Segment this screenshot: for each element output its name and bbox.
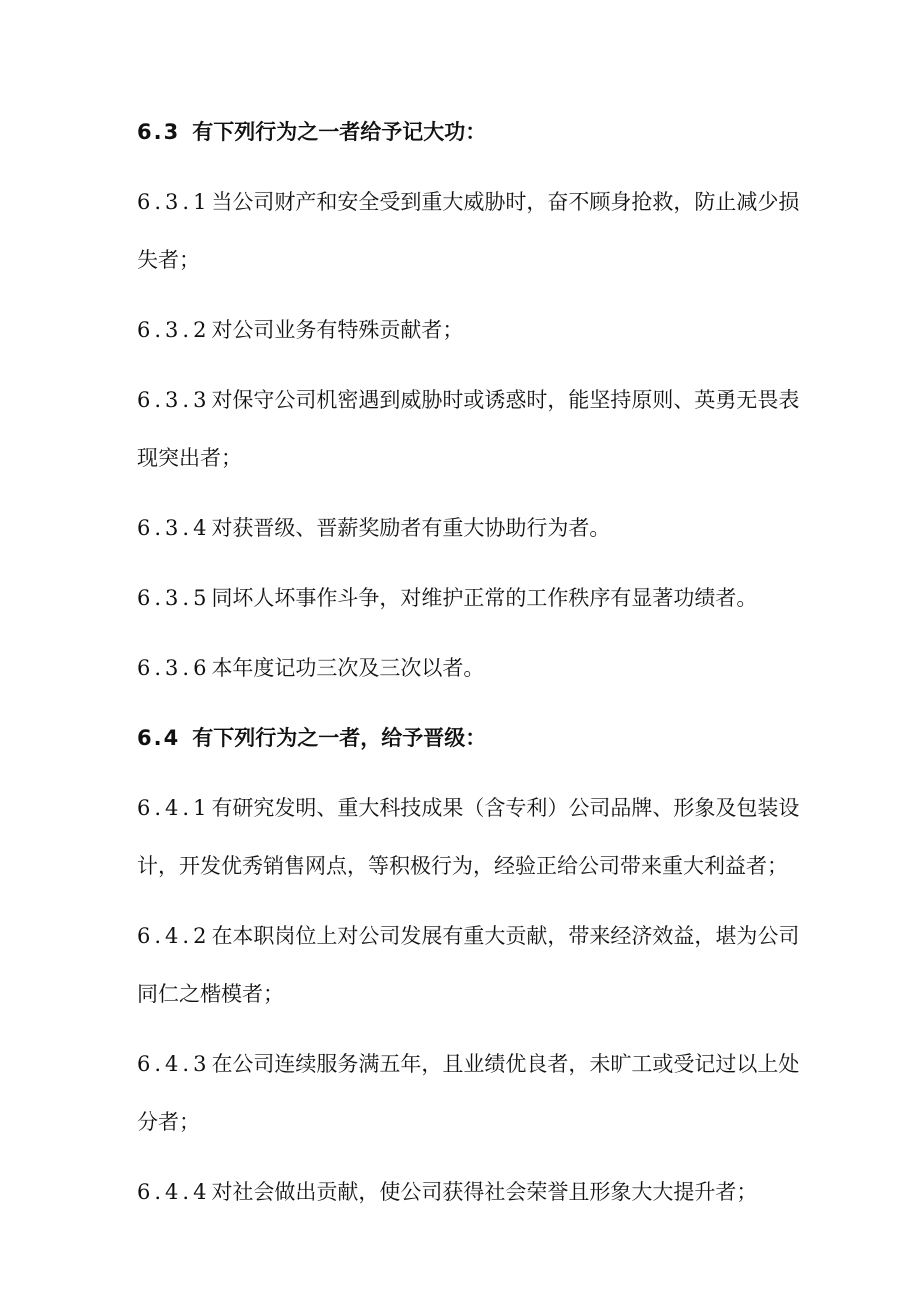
clause-6-3-3 [137, 371, 817, 487]
clause-6-3-4 [137, 499, 817, 557]
clause-text: 对社会做出贡献，使公司获得社会荣誉且形象大大提升者； [211, 1180, 758, 1204]
clause-6-3-5 [137, 569, 817, 627]
clause-6-3-2 [137, 301, 817, 359]
clause-number: 6.4.1 [137, 796, 211, 820]
clause-number: 6.3.3 [137, 388, 211, 412]
clause-text: 有研究发明、重大科技成果（含专利）公司品牌、形象及包装设计，开发优秀销售网点，等积极行为，经验正给公司带来重大利益者； [137, 796, 800, 878]
clause-number: 6.3.2 [137, 318, 211, 342]
clause-number: 6.3.1 [137, 190, 211, 214]
clause-text: 对公司业务有特殊贡献者； [211, 318, 464, 342]
clause-number: 6.3.4 [137, 516, 211, 540]
clause-6-4-1 [137, 779, 817, 895]
section-heading-text: 有下列行为之一者给予记大功： [192, 120, 487, 144]
clause-6-4-3 [137, 1035, 817, 1151]
clause-text: 当公司财产和安全受到重大威胁时，奋不顾身抢救，防止减少损失者； [137, 190, 800, 272]
section-heading-6-4 [137, 709, 817, 767]
clause-6-4-2 [137, 907, 817, 1023]
clause-text: 在公司连续服务满五年，且业绩优良者，未旷工或受记过以上处分者； [137, 1052, 800, 1134]
clause-text: 对获晋级、晋薪奖励者有重大协助行为者。 [211, 516, 611, 540]
section-heading-text: 有下列行为之一者，给予晋级： [192, 726, 487, 750]
clause-number: 6.3.5 [137, 586, 211, 610]
document-body [137, 103, 817, 1233]
clause-text: 对保守公司机密遇到威胁时或诱惑时，能坚持原则、英勇无畏表现突出者； [137, 388, 800, 470]
clause-6-4-4 [137, 1163, 817, 1221]
section-number: 6.3 [137, 120, 181, 144]
clause-number: 6.4.4 [137, 1180, 211, 1204]
section-number: 6.4 [137, 726, 181, 750]
clause-text: 在本职岗位上对公司发展有重大贡献，带来经济效益，堪为公司同仁之楷模者； [137, 924, 800, 1006]
clause-text: 同坏人坏事作斗争，对维护正常的工作秩序有显著功绩者。 [211, 586, 758, 610]
clause-number: 6.4.2 [137, 924, 211, 948]
clause-number: 6.3.6 [137, 656, 211, 680]
clause-6-3-6 [137, 639, 817, 697]
clause-number: 6.4.3 [137, 1052, 211, 1076]
clause-text: 本年度记功三次及三次以者。 [211, 656, 485, 680]
clause-6-3-1 [137, 173, 817, 289]
section-heading-6-3 [137, 103, 817, 161]
